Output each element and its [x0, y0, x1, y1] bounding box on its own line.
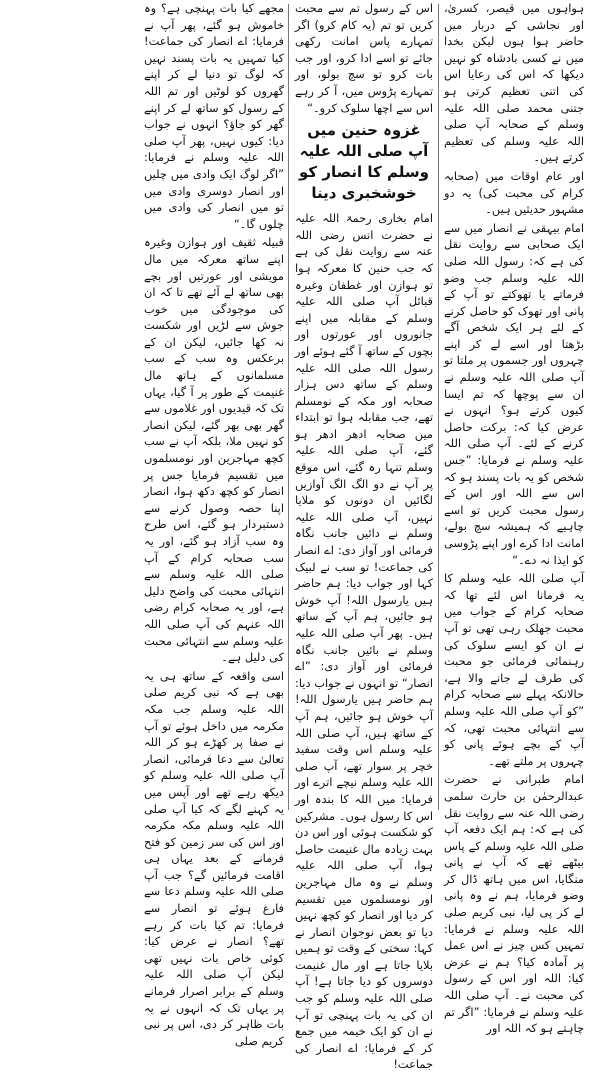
paragraph: ہواہوں میں قیصر، کسریٰ، اور نجاشی کے دربار میں حاضر ہوا ہوں لیکن بخدا میں نے کسی بادشاہ کو نہیں دیکھا کہ اس کی رعایا اس کی اتنی تعظیم کرتی ہو جتنی محمد صلی اللہ علیہ وسلم کے صحابہ آپ صلی اللہ علیہ وسلم کی تعظیم کرتے ہیں۔ — [444, 1, 584, 165]
column-divider — [438, 4, 439, 810]
column-1 — [444, 0, 584, 1036]
paragraph: امام بخاری رحمۃ اللہ علیہ نے حضرت انس رضی اللہ عنہ سے روایت نقل کی ہے کہ جب حنین کا معرکہ ہوا تو ہوازن اور غطفان وغیرہ قبائل آپ صلی اللہ علیہ وسلم کے مقابلہ میں اپنے جانوروں اور عورتوں اور بچوں کے ساتھ آ گئے ہوئے اور رسول اللہ صلی اللہ علیہ وسلم کے ساتھ دس ہزار صحابہ اور مکہ کے نومسلم تھے، جب مقابلہ ہوا تو ابتداء میں صحابہ ادھر ادھر ہو گئے، آپ صلی اللہ علیہ وسلم تنہا رہ گئے، اس موقع پر آپ نے دو الگ الگ آوازیں لگائیں ان دونوں کو ملایا نہیں، آپ صلی اللہ علیہ وسلم نے دائیں جانب نگاہ فرمائی اور آواز دی: اے انصار کی جماعت! تو سب نے لبیک کہا اور جواب دیا: ہم حاضر ہیں یارسول اللہ! آپ خوش ہو جائیں، ہم آپ کے ساتھ ہیں۔ پھر آپ صلی اللہ علیہ وسلم نے بائیں جانب نگاہ فرمائی اور آواز دی: ”اے انصار“ تو انہوں نے جواب دیا: ہم حاضر ہیں یارسول اللہ! آپ خوش ہو جائیں، ہم آپ کے ساتھ ہیں، آپ صلی اللہ علیہ وسلم اس وقت سفید خچر پر سوار تھے، آپ صلی اللہ علیہ وسلم نیچے اترے اور فرمایا: میں اللہ کا بندہ اور اس کا رسول ہوں۔ مشرکین کو شکست ہوئی اور اس دن بہت زیادہ مال غنیمت حاصل ہوا، آپ صلی اللہ علیہ وسلم نے وہ مال مہاجرین اور نومسلموں میں تقسیم کر دیا اور انصار کو کچھ نہیں دیا تو بعض نوجوان انصار نے کہا: سختی کے وقت تو ہمیں بلایا جاتا ہے اور مال غنیمت دوسروں کو دیا جاتا ہے! آپ صلی اللہ علیہ وسلم کو جب ان کی یہ بات پہنچی تو آپ نے ان کو ایک خیمہ میں جمع کر کے فرمایا: اے انصار کی جماعت! — [295, 211, 433, 1072]
column-3 — [144, 0, 284, 1048]
paragraph: قبیلہ ثقیف اور ہوازن وغیرہ اپنے ساتھ معرکہ میں مال مویشی اور عورتیں اور بچے بھی ساتھ لے آئے تھے تا کہ ان کی موجودگی میں خوب جوش سے لڑیں اور شکست نہ کھا جائیں، لیکن ان کے برعکس وہ سب کے سب مسلمانوں کے ہاتھ مال غنیمت کے طور پر آ گیا، یہاں تک کہ قیدیوں اور غلاموں سے گھر بھی بھر گئے، لیکن انصار کو نہیں ملا، بلکہ آپ نے سب کچھ مہاجرین اور نومسلموں میں تقسیم فرمایا جس پر انصار کو کچھ دکھ ہوا، انصار اپنا حصہ وصول کرنے سے دستبردار ہو گئے، اس طرح وہ سب آزاد ہو گئے، اور یہ سب صحابہ کرام کے آپ صلی اللہ علیہ وسلم سے انتہائی محبت کی واضح دلیل ہے، اور یہ صحابہ کرام رضی اللہ عنہم کی آپ صلی اللہ علیہ وسلم سے انتہائی محبت کی دلیل ہے۔ — [144, 235, 284, 665]
paragraph: اسی واقعہ کے ساتھ ہی یہ بھی ہے کہ نبی کریم صلی اللہ علیہ وسلم جب مکہ مکرمہ میں داخل ہوئے تو آپ نے صفا پر کھڑے ہو کر اللہ تعالیٰ سے دعا فرمائی، انصار آپ صلی اللہ علیہ وسلم کو دیکھ رہے تھے اور آپس میں یہ کہنے لگے کہ کیا آپ صلی اللہ علیہ وسلم مکہ مکرمہ اور اس کی سر زمین کو فتح فرمانے کے بعد یہاں ہی اقامت فرمائیں گے؟ جب آپ صلی اللہ علیہ وسلم دعا سے فارغ ہوئے تو انصار سے فرمایا: تم کیا بات کر رہے تھے؟ انصار نے عرض کیا: کوئی خاص بات نہیں تھی لیکن آپ صلی اللہ علیہ وسلم کے برابر اصرار فرمانے پر یہاں تک کہ انہوں نے یہ بات ظاہر کر دی، اس پر نبی کریم صلی — [144, 668, 284, 1048]
paragraph: امام طبرانی نے حضرت عبدالرحمٰن بن حارث سلمی رضی اللہ عنہ سے روایت نقل کی ہے کہ: ہم ایک دفعہ آپ صلی اللہ علیہ وسلم کے پاس بیٹھے تھے کہ آپ نے پانی منگایا، اس میں ہاتھ ڈال کر وضو فرمایا، ہم نے وہ پانی لے کر پی لیا، نبی کریم صلی اللہ علیہ وسلم نے فرمایا: تمہیں کس چیز نے اس عمل پر آمادہ کیا؟ ہم نے عرض کیا: اللہ اور اس کے رسول کی محبت نے۔ آپ صلی اللہ علیہ وسلم نے فرمایا: ”اگر تم چاہتے ہو کہ اللہ اور — [444, 772, 584, 1036]
paragraph: مجھے کیا بات پہنچی ہے؟ وہ خاموش ہو گئے، پھر آپ نے فرمایا: اے انصار کی جماعت! کیا تمہیں یہ بات پسند نہیں کہ لوگ تو دنیا لے کر اپنے گھروں کو لوٹیں اور تم اللہ کے رسول کو ساتھ لے کر اپنے گھر کو جاؤ؟ انہوں نے جواب دیا: کیوں نہیں، پھر آپ صلی اللہ علیہ وسلم نے فرمایا: ”اگر لوگ ایک وادی میں چلیں اور انصار دوسری وادی میں تو میں انصار کی وادی میں چلوں گا۔“ — [144, 1, 284, 231]
section-heading: غزوہ حنین میں آپ صلی اللہ علیہ وسلم کا انصار کو خوشخبری دینا — [299, 121, 429, 203]
paragraph: اس کے رسول تم سے محبت کریں تو تم (یہ کام کرو) اگر تمہارے پاس امانت رکھی جائے تو اسے ادا کرو، اور جب بات کرو تو سچ بولو، اور تمہارے پڑوس میں، آ کر رہے اس سے اچھا سلوک کرو۔“ — [295, 1, 433, 115]
paragraph: امام بیہقی نے انصار میں سے ایک صحابی سے روایت نقل کی ہے کہ: رسول اللہ صلی اللہ علیہ وسلم جب وضو فرماتے یا تھوکتے تو آپ کے پانی اور تھوک کو حاصل کرنے کے لئے ہر ایک شخص آگے بڑھتا اور اسے لے کر اپنے چہروں اور جسموں پر ملتا تو آپ صلی اللہ علیہ وسلم نے ان سے پوچھا کہ تم ایسا کیوں کرتے ہو؟ انہوں نے عرض کیا کہ: برکت حاصل کرنے کے لئے۔ آپ صلی اللہ علیہ وسلم نے فرمایا: ”جس شخص کو یہ بات پسند ہو کہ اس سے اللہ اور اس کے رسول محبت کریں تو اسے چاہیے کہ ہمیشہ سچ بولے، امانت ادا کرے اور اپنے پڑوسی کو ایذا نہ دے۔“ — [444, 220, 584, 567]
column-divider — [288, 4, 289, 810]
paragraph: اور عام اوقات میں (صحابہ کرام کی محبت کی) یہ دو مشہور حدیثیں ہیں۔ — [444, 168, 584, 217]
paragraph: آپ صلی اللہ علیہ وسلم کا یہ فرمانا اس لئے تھا کہ صحابہ کرام کے جواب میں محبت جھلک رہی تھی تو آپ نے ان کو ایسے سلوک کی رہنمائی فرمائی جو محبت کی طرف لے جانے والا ہے، حالانکہ پہلے سے صحابہ کرام ”کو آپ صلی اللہ علیہ وسلم سے انتہائی محبت تھی، کہ آپ کے بچے ہوئے پانی کو چہروں پر ملتے تھے۔ — [444, 571, 584, 768]
column-2 — [295, 0, 433, 1072]
